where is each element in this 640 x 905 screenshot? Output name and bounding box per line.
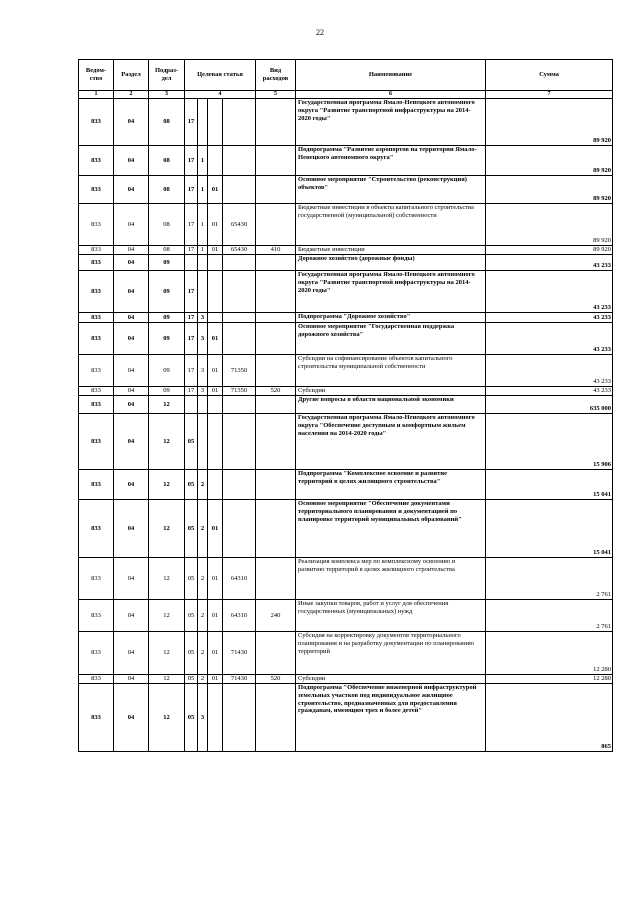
cell-razdel: 04: [114, 470, 149, 500]
header-ved: Ведом-ство: [79, 60, 114, 91]
cell-target-program: 17: [185, 176, 198, 204]
cell-target-subprogram: 1: [198, 204, 208, 246]
cell-sum: 89 920: [486, 146, 613, 176]
cell-target-subprogram: [198, 396, 208, 414]
table-row: [79, 558, 613, 600]
cell-target-direction: [223, 176, 256, 204]
cell-name: Субсидия на корректировку документов территориального планирования и на разработку документации по планированию территорий: [296, 632, 486, 675]
cell-ved: 833: [79, 255, 114, 271]
cell-sum: 2 761: [486, 558, 613, 600]
cell-target-event: 01: [208, 558, 223, 600]
cell-target-program: 17: [185, 271, 198, 313]
cell-target-direction: 65430: [223, 246, 256, 255]
cell-ved: 833: [79, 414, 114, 470]
col-number: 2: [114, 91, 149, 99]
cell-vid: 410: [256, 246, 296, 255]
cell-razdel: 04: [114, 271, 149, 313]
cell-target-subprogram: 3: [198, 355, 208, 387]
cell-sum: 865: [486, 684, 613, 752]
cell-name: Бюджетные инвестиции в объекты капитального строительства государственной (муниципальной) собственности: [296, 204, 486, 246]
cell-ved: 833: [79, 470, 114, 500]
cell-name: Подпрограмма "Дорожное хозяйство": [296, 313, 486, 323]
cell-ved: 833: [79, 355, 114, 387]
cell-vid: [256, 99, 296, 146]
cell-razdel: 04: [114, 684, 149, 752]
cell-target-subprogram: 2: [198, 558, 208, 600]
table-row: [79, 323, 613, 355]
cell-target-program: 17: [185, 146, 198, 176]
cell-target-event: 01: [208, 355, 223, 387]
cell-target-subprogram: 3: [198, 684, 208, 752]
cell-podrazdel: 08: [149, 176, 185, 204]
cell-target-event: [208, 470, 223, 500]
col-number: 3: [149, 91, 185, 99]
cell-target-program: 17: [185, 204, 198, 246]
header-row: [79, 60, 613, 91]
header-naim: Наименование: [296, 60, 486, 91]
cell-podrazdel: 12: [149, 684, 185, 752]
cell-target-direction: 64310: [223, 600, 256, 632]
cell-target-subprogram: 1: [198, 146, 208, 176]
cell-target-program: 17: [185, 313, 198, 323]
cell-sum: 12 280: [486, 632, 613, 675]
table-row: [79, 675, 613, 684]
cell-razdel: 04: [114, 146, 149, 176]
cell-target-program: 05: [185, 470, 198, 500]
cell-ved: 833: [79, 313, 114, 323]
cell-target-event: 01: [208, 323, 223, 355]
cell-podrazdel: 12: [149, 558, 185, 600]
cell-sum: 89 920: [486, 204, 613, 246]
col-number: 1: [79, 91, 114, 99]
cell-sum: 43 233: [486, 255, 613, 271]
cell-sum: 89 920: [486, 99, 613, 146]
header-vid: Вид расходов: [256, 60, 296, 91]
cell-vid: [256, 176, 296, 204]
cell-target-event: 01: [208, 246, 223, 255]
cell-ved: 833: [79, 246, 114, 255]
cell-podrazdel: 09: [149, 323, 185, 355]
cell-podrazdel: 08: [149, 99, 185, 146]
cell-razdel: 04: [114, 558, 149, 600]
cell-target-event: 01: [208, 600, 223, 632]
budget-table: [78, 59, 613, 752]
cell-target-subprogram: [198, 99, 208, 146]
table-row: [79, 684, 613, 752]
cell-target-direction: [223, 255, 256, 271]
table-row: [79, 246, 613, 255]
cell-target-subprogram: 2: [198, 632, 208, 675]
cell-razdel: 04: [114, 632, 149, 675]
table-row: [79, 414, 613, 470]
cell-target-direction: [223, 323, 256, 355]
cell-podrazdel: 08: [149, 146, 185, 176]
cell-target-program: 17: [185, 387, 198, 396]
cell-razdel: 04: [114, 246, 149, 255]
cell-sum: 15 041: [486, 500, 613, 558]
cell-vid: [256, 470, 296, 500]
cell-vid: [256, 414, 296, 470]
cell-target-subprogram: [198, 271, 208, 313]
cell-target-direction: [223, 313, 256, 323]
cell-name: Государственная программа Ямало-Ненецкого автономного округа "Развитие транспортной инфраструктуры на 2014-2020 годы": [296, 271, 486, 313]
cell-podrazdel: 09: [149, 255, 185, 271]
cell-target-event: [208, 99, 223, 146]
col-number: 4: [185, 91, 256, 99]
cell-sum: 89 920: [486, 176, 613, 204]
cell-ved: 833: [79, 684, 114, 752]
cell-podrazdel: 08: [149, 204, 185, 246]
cell-target-direction: 71430: [223, 632, 256, 675]
cell-sum: 12 280: [486, 675, 613, 684]
cell-podrazdel: 09: [149, 387, 185, 396]
cell-podrazdel: 12: [149, 600, 185, 632]
cell-target-direction: 64310: [223, 558, 256, 600]
cell-target-event: [208, 684, 223, 752]
cell-target-subprogram: 3: [198, 323, 208, 355]
cell-target-direction: [223, 500, 256, 558]
cell-vid: [256, 558, 296, 600]
cell-target-event: [208, 255, 223, 271]
cell-target-subprogram: 2: [198, 470, 208, 500]
cell-target-program: 05: [185, 414, 198, 470]
cell-target-direction: [223, 414, 256, 470]
cell-target-program: 05: [185, 600, 198, 632]
cell-vid: [256, 146, 296, 176]
cell-sum: 43 233: [486, 387, 613, 396]
cell-target-event: 01: [208, 500, 223, 558]
cell-target-program: 05: [185, 500, 198, 558]
cell-name: Дорожное хозяйство (дорожные фонды): [296, 255, 486, 271]
cell-vid: [256, 313, 296, 323]
table-row: [79, 500, 613, 558]
cell-podrazdel: 12: [149, 632, 185, 675]
cell-target-event: [208, 414, 223, 470]
cell-target-program: [185, 255, 198, 271]
cell-name: Другие вопросы в области национальной экономики: [296, 396, 486, 414]
cell-target-direction: 71350: [223, 355, 256, 387]
cell-name: Бюджетные инвестиции: [296, 246, 486, 255]
cell-name: Субсидии на софинансирование объектов капитального строительства муниципальной собственности: [296, 355, 486, 387]
cell-razdel: 04: [114, 414, 149, 470]
cell-podrazdel: 09: [149, 271, 185, 313]
cell-razdel: 04: [114, 313, 149, 323]
cell-sum: 43 233: [486, 313, 613, 323]
cell-name: Подпрограмма "Комплексное освоение и развитие территорий в целях жилищного строительства": [296, 470, 486, 500]
cell-razdel: 04: [114, 500, 149, 558]
cell-target-program: 17: [185, 99, 198, 146]
col-number: 7: [486, 91, 613, 99]
page-number: 22: [316, 28, 324, 37]
cell-target-subprogram: 2: [198, 675, 208, 684]
cell-target-subprogram: [198, 414, 208, 470]
cell-podrazdel: 12: [149, 675, 185, 684]
cell-target-subprogram: 3: [198, 313, 208, 323]
cell-razdel: 04: [114, 675, 149, 684]
cell-vid: 240: [256, 600, 296, 632]
cell-target-event: 01: [208, 387, 223, 396]
cell-razdel: 04: [114, 600, 149, 632]
table-row: [79, 271, 613, 313]
cell-vid: [256, 500, 296, 558]
cell-vid: [256, 632, 296, 675]
cell-vid: [256, 396, 296, 414]
cell-ved: 833: [79, 600, 114, 632]
col-number: 5: [256, 91, 296, 99]
cell-target-program: 05: [185, 632, 198, 675]
cell-target-event: [208, 271, 223, 313]
cell-target-direction: [223, 271, 256, 313]
cell-target-program: 17: [185, 246, 198, 255]
header-podrazdel: Подраз-дел: [149, 60, 185, 91]
cell-razdel: 04: [114, 387, 149, 396]
header-numbers-row: [79, 91, 613, 99]
cell-target-event: 01: [208, 176, 223, 204]
table-row: [79, 355, 613, 387]
cell-target-program: 05: [185, 558, 198, 600]
cell-target-direction: 71430: [223, 675, 256, 684]
cell-name: Подпрограмма "Развитие аэропортов на территории Ямало-Ненецкого автономного округа": [296, 146, 486, 176]
cell-target-subprogram: 3: [198, 387, 208, 396]
cell-sum: 43 233: [486, 323, 613, 355]
cell-ved: 833: [79, 500, 114, 558]
cell-podrazdel: 12: [149, 500, 185, 558]
cell-target-program: 17: [185, 323, 198, 355]
cell-ved: 833: [79, 323, 114, 355]
cell-sum: 635 000: [486, 396, 613, 414]
cell-podrazdel: 12: [149, 470, 185, 500]
table-row: [79, 396, 613, 414]
cell-vid: 520: [256, 675, 296, 684]
table-row: [79, 204, 613, 246]
cell-target-subprogram: 2: [198, 500, 208, 558]
cell-target-event: [208, 396, 223, 414]
cell-target-subprogram: 1: [198, 176, 208, 204]
cell-name: Подпрограмма "Обеспечение инженерной инфраструктурой земельных участков под индивидуальное жилищное строительство, предназначенных для предоставления гражданам, имеющим трех и более детей": [296, 684, 486, 752]
cell-vid: [256, 255, 296, 271]
cell-name: Иные закупки товаров, работ и услуг для обеспечения государственных (муниципальных) нужд: [296, 600, 486, 632]
cell-target-program: [185, 396, 198, 414]
cell-ved: 833: [79, 396, 114, 414]
cell-razdel: 04: [114, 99, 149, 146]
cell-ved: 833: [79, 271, 114, 313]
cell-name: Государственная программа Ямало-Ненецкого автономного округа "Развитие транспортной инфраструктуры на 2014-2020 годы": [296, 99, 486, 146]
cell-razdel: 04: [114, 396, 149, 414]
cell-target-direction: 71350: [223, 387, 256, 396]
table-row: [79, 255, 613, 271]
table-body: [79, 99, 613, 752]
table-row: [79, 146, 613, 176]
cell-name: Основное мероприятие "Строительство (реконструкция) объектов": [296, 176, 486, 204]
cell-ved: 833: [79, 204, 114, 246]
cell-podrazdel: 09: [149, 313, 185, 323]
cell-target-direction: [223, 396, 256, 414]
cell-name: Реализация комплекса мер по комплексному освоению и развитию территорий в целях жилищного строительства: [296, 558, 486, 600]
cell-target-direction: [223, 470, 256, 500]
cell-podrazdel: 08: [149, 246, 185, 255]
table-row: [79, 632, 613, 675]
cell-sum: 89 920: [486, 246, 613, 255]
cell-target-event: [208, 146, 223, 176]
cell-sum: 15 906: [486, 414, 613, 470]
cell-target-direction: [223, 146, 256, 176]
cell-target-direction: 65430: [223, 204, 256, 246]
cell-name: Государственная программа Ямало-Ненецкого автономного округа "Обеспечение доступным и комфортным жильем населения на 2014-2020 годы": [296, 414, 486, 470]
cell-name: Субсидии: [296, 387, 486, 396]
cell-razdel: 04: [114, 204, 149, 246]
cell-razdel: 04: [114, 323, 149, 355]
table-row: [79, 99, 613, 146]
cell-target-subprogram: [198, 255, 208, 271]
cell-ved: 833: [79, 387, 114, 396]
header-celevaya: Целевая статья: [185, 60, 256, 91]
cell-vid: [256, 271, 296, 313]
table-row: [79, 176, 613, 204]
cell-sum: 43 233: [486, 271, 613, 313]
cell-target-event: 01: [208, 632, 223, 675]
cell-ved: 833: [79, 558, 114, 600]
table-row: [79, 600, 613, 632]
cell-target-subprogram: 1: [198, 246, 208, 255]
cell-ved: 833: [79, 176, 114, 204]
cell-target-subprogram: 2: [198, 600, 208, 632]
header-summa: Сумма: [486, 60, 613, 91]
cell-podrazdel: 12: [149, 396, 185, 414]
cell-target-program: 05: [185, 675, 198, 684]
cell-target-direction: [223, 684, 256, 752]
cell-name: Основное мероприятие "Обеспечение документами территориального планирования и документацией по планировке территорий муниципальных образований": [296, 500, 486, 558]
cell-vid: [256, 204, 296, 246]
cell-target-event: [208, 313, 223, 323]
cell-razdel: 04: [114, 255, 149, 271]
cell-name: Субсидии: [296, 675, 486, 684]
cell-target-event: 01: [208, 675, 223, 684]
cell-ved: 833: [79, 146, 114, 176]
cell-sum: 2 761: [486, 600, 613, 632]
cell-podrazdel: 12: [149, 414, 185, 470]
table-row: [79, 313, 613, 323]
cell-sum: 15 041: [486, 470, 613, 500]
header-razdel: Раздел: [114, 60, 149, 91]
table-row: [79, 387, 613, 396]
table-row: [79, 470, 613, 500]
cell-target-program: 17: [185, 355, 198, 387]
cell-target-program: 05: [185, 684, 198, 752]
cell-razdel: 04: [114, 355, 149, 387]
cell-target-direction: [223, 99, 256, 146]
cell-vid: [256, 355, 296, 387]
cell-podrazdel: 09: [149, 355, 185, 387]
cell-sum: 43 233: [486, 355, 613, 387]
cell-name: Основное мероприятие "Государственная поддержка дорожного хозяйства": [296, 323, 486, 355]
cell-vid: 520: [256, 387, 296, 396]
cell-target-event: 01: [208, 204, 223, 246]
cell-razdel: 04: [114, 176, 149, 204]
col-number: 6: [296, 91, 486, 99]
cell-vid: [256, 684, 296, 752]
cell-vid: [256, 323, 296, 355]
cell-ved: 833: [79, 675, 114, 684]
cell-ved: 833: [79, 632, 114, 675]
cell-ved: 833: [79, 99, 114, 146]
